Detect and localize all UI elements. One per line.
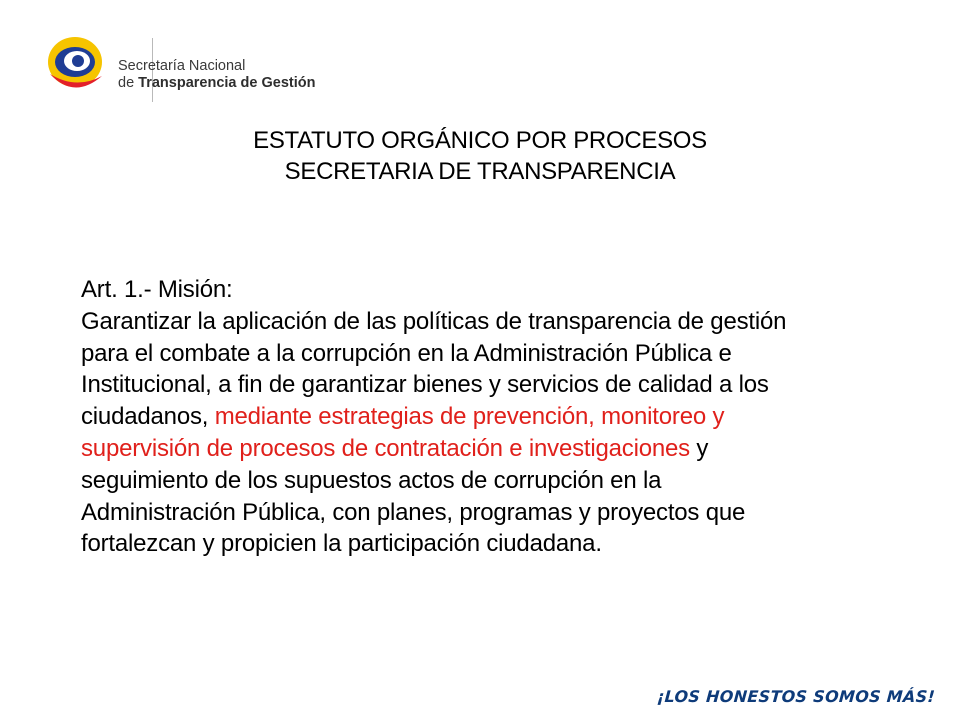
- document-title: [120, 125, 840, 187]
- title-line-2: SECRETARIA DE TRANSPARENCIA: [284, 158, 676, 185]
- logo-line-2-bold: Transparencia de Gestión: [138, 75, 316, 91]
- article-line-4-highlight: mediante estrategias de prevención, monitoreo y: [214, 403, 725, 431]
- article-line-4: [81, 401, 901, 433]
- article-heading: Art. 1.- Misión:: [81, 276, 233, 303]
- article-line-7: Administración Pública, con planes, programas y proyectos que: [81, 498, 746, 526]
- article-line-2: para el combate a la corrupción en la Administración Pública e: [81, 339, 732, 367]
- article-line-5-highlight: supervisión de procesos de contratación e investigaciones: [81, 434, 690, 462]
- logo-line-1: Secretaría Nacional: [118, 58, 246, 74]
- article-line-4-text: ciudadanos,: [81, 403, 215, 431]
- article-line-8: fortalezcan y propicien la participación ciudadana.: [81, 530, 602, 558]
- logo-wordmark: [118, 58, 315, 92]
- title-line-1: ESTATUTO ORGÁNICO POR PROCESOS: [253, 127, 707, 154]
- article-line-6: seguimiento de los supuestos actos de corrupción en la: [81, 466, 662, 494]
- logo-line-2-prefix: de: [118, 75, 139, 91]
- emblem-pupil: [72, 55, 84, 67]
- institution-logo: [44, 30, 334, 110]
- article-line-3: Institucional, a fin de garantizar bienes y servicios de calidad a los: [81, 371, 769, 399]
- article-line-5: [81, 433, 901, 465]
- article-line-5-text: y: [689, 434, 709, 462]
- article-body: [81, 274, 901, 560]
- eye-emblem-icon: [44, 30, 106, 100]
- logo-line-2: [118, 75, 315, 92]
- article-line-1: Garantizar la aplicación de las políticas de transparencia de gestión: [81, 307, 787, 335]
- footer-slogan: ¡LOS HONESTOS SOMOS MÁS!: [656, 687, 936, 706]
